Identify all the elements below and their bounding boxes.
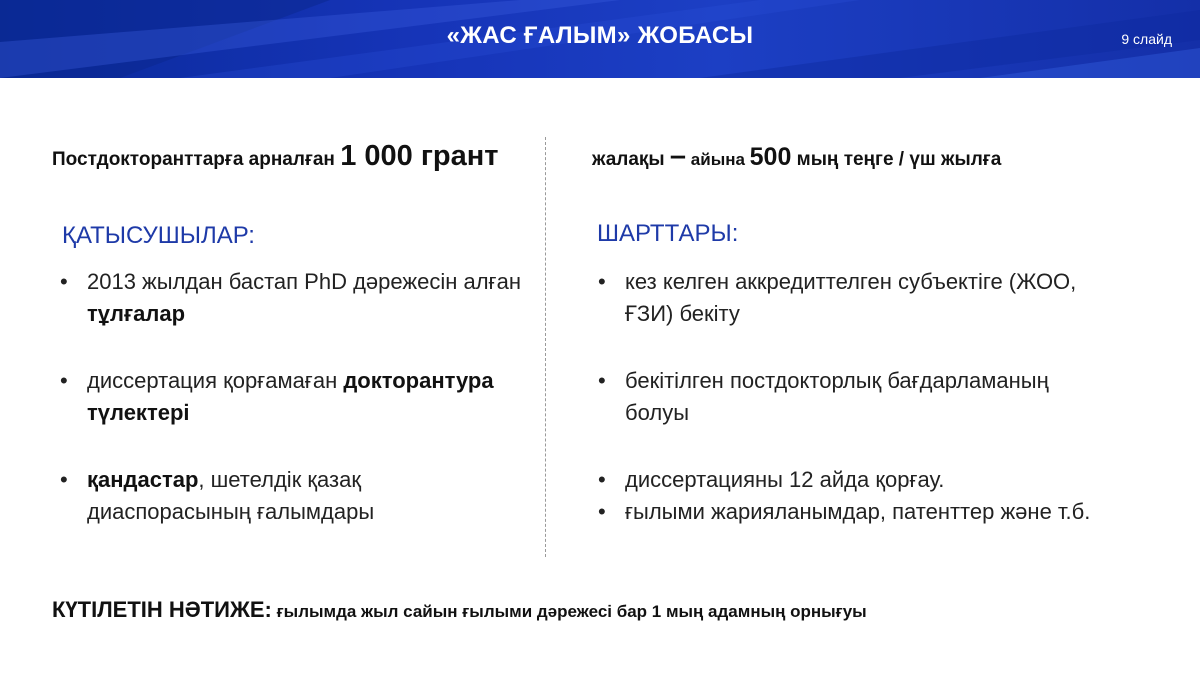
right-headline-part1: жалақы bbox=[592, 149, 670, 170]
list-item: • қандастар, шетелдік қазақ диаспорасының ғалымдары bbox=[60, 464, 530, 528]
list-item: • ғылыми жарияланымдар, патенттер және т.б. bbox=[598, 496, 1118, 528]
right-headline-dash: – bbox=[669, 140, 687, 172]
conditions-list bbox=[598, 266, 1118, 528]
column-divider bbox=[545, 137, 546, 557]
right-headline-emphasis: 500 bbox=[749, 143, 792, 171]
header-banner bbox=[0, 0, 1200, 78]
list-item: • диссертацияны 12 айда қорғау. bbox=[598, 464, 1118, 496]
result-label: КҮТІЛЕТІН НӘТИЖЕ: bbox=[52, 597, 272, 622]
participants-list bbox=[60, 266, 530, 528]
expected-result bbox=[52, 597, 867, 623]
right-headline-part3: мың теңге / үш жылға bbox=[791, 149, 1002, 170]
conditions-heading: ШАРТТАРЫ: bbox=[597, 220, 739, 247]
slide-number: 9 слайд bbox=[1121, 31, 1172, 47]
page-title: «ЖАС ҒАЛЫМ» ЖОБАСЫ bbox=[446, 22, 754, 49]
right-headline bbox=[592, 140, 1001, 173]
result-text: ғылымда жыл сайын ғылыми дәрежесі бар 1 мың адамның орнығуы bbox=[271, 602, 867, 621]
right-headline-part2: айына bbox=[686, 150, 750, 169]
left-headline-prefix: Постдокторанттарға арналған bbox=[52, 149, 341, 170]
list-item: • бекітілген постдокторлық бағдарламаның болуы bbox=[598, 365, 1118, 429]
list-item: • диссертация қорғамаған докторантура түлектері bbox=[60, 365, 530, 429]
left-headline bbox=[52, 140, 498, 173]
participants-heading: ҚАТЫСУШЫЛАР: bbox=[62, 222, 255, 249]
list-item: • 2013 жылдан бастап PhD дәрежесін алған тұлғалар bbox=[60, 266, 530, 330]
left-headline-emphasis: 1 000 грант bbox=[340, 140, 499, 172]
list-item: • кез келген аккредиттелген субъектіге (ЖОО, ҒЗИ) бекіту bbox=[598, 266, 1118, 330]
